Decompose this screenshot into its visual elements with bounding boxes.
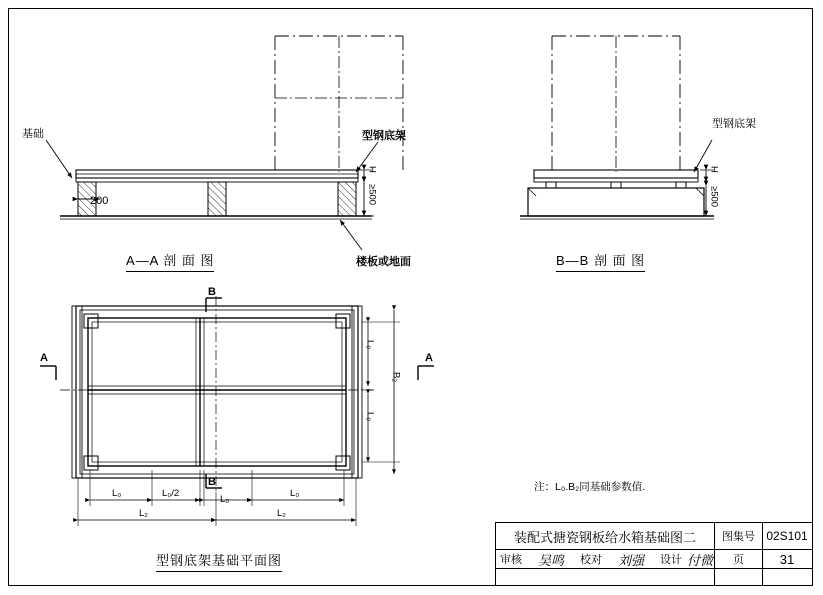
page-label: 页 [714,550,762,568]
check-sign: 刘强 [617,552,644,568]
label-foundation: 基础 [22,128,44,140]
dim-l0-right-bottom: L₀ [364,412,376,422]
label-steel-base-aa: 型钢底架 [362,130,406,142]
dim-l0-b3: L₀ [220,494,230,505]
label-floor: 楼板或地面 [356,256,411,268]
atlas-no-label: 图集号 [714,523,762,549]
approve-label: 审核 [500,554,522,566]
dim-l0-b1: L₀ [112,488,122,499]
title-block-row-blank [496,569,812,585]
check-label: 校对 [580,554,602,566]
dim-b2: B₂ [390,372,402,383]
section-mark-b-bottom: B [208,476,216,488]
section-mark-a-left: A [40,352,48,364]
dim-l2-right: L₂ [277,508,286,519]
dim-h-bb: H [708,166,720,173]
page-no: 31 [762,550,811,568]
title-block-blank-right [762,569,811,585]
title-block-blank-left [496,569,714,585]
title-block-blank-mid [714,569,762,585]
dim-500-aa: ≥500 [366,184,378,206]
approve-sign: 吴鸣 [537,552,564,568]
design-sign: 付微 [686,552,713,568]
dim-h-aa: H [366,166,378,173]
section-mark-b-top: B [208,286,216,298]
title-section-aa: A—A 剖 面 图 [126,250,214,272]
dim-500-bb: ≥500 [708,186,720,208]
title-block-row-signs [496,550,812,569]
title-block [495,522,813,586]
title-plan: 型钢底架基础平面图 [156,550,282,572]
dim-l0-b4: L₀ [290,488,300,499]
dim-l0-right-top: L₀ [364,340,376,350]
section-mark-a-right: A [425,352,433,364]
title-section-bb: B—B 剖 面 图 [556,250,645,272]
dim-200: 200 [90,195,109,207]
dim-l0-half: L₀/2 [162,488,180,499]
design-label: 设计 [660,554,682,566]
drawing-name: 装配式搪瓷钢板给水箱基础图二 [513,529,696,545]
title-block-row-name [496,523,812,550]
dim-l2-left: L₂ [139,508,148,519]
note-text: 注：L₀.B₂同基础参数值. [534,481,646,493]
label-steel-base-bb: 型钢底架 [712,118,756,130]
atlas-no-value: 02S101 [762,523,811,549]
